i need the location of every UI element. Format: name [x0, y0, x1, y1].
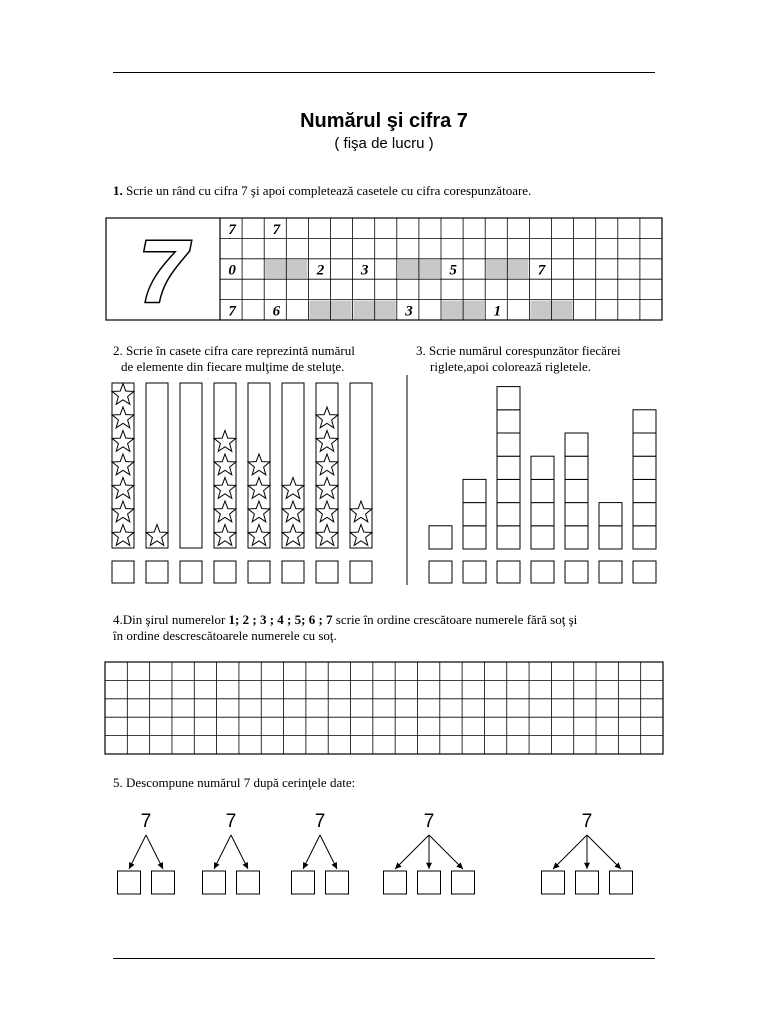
ex5-answer-box[interactable]	[292, 871, 315, 894]
star-icon	[112, 478, 134, 499]
star-icon	[316, 525, 338, 546]
ex1-grid-digit: 7	[272, 221, 281, 238]
ex1-grid-digit: 0	[228, 262, 236, 279]
ex1-grid-digit: 6	[272, 303, 281, 320]
star-icon	[112, 454, 134, 475]
ex1-big-digit: 7	[138, 222, 188, 321]
ex3-instruction-line1: 3. Scrie numărul corespunzător fiecărei	[416, 343, 621, 358]
ex3-bar-block	[429, 526, 452, 549]
ex3-answer-box[interactable]	[633, 561, 656, 583]
star-icon	[214, 501, 236, 522]
ex1-text: Scrie un rând cu cifra 7 şi apoi completează casetele cu cifra corespunzătoare.	[126, 183, 532, 198]
ex2-star-column	[180, 383, 202, 548]
ex5-tree-number: 7	[581, 811, 593, 832]
star-icon	[316, 501, 338, 522]
ex3-bar-block	[633, 456, 656, 479]
star-icon	[112, 525, 134, 546]
ex5-instruction: 5. Descompune numărul 7 după cerinţele date:	[113, 775, 356, 790]
ex5-answer-box[interactable]	[452, 871, 475, 894]
ex3-bar-block	[463, 503, 486, 526]
page-title: Numărul şi cifra 7	[300, 110, 468, 132]
arrow-head-icon	[584, 863, 590, 869]
star-icon	[112, 407, 134, 428]
ex5-answer-box[interactable]	[203, 871, 226, 894]
star-icon	[316, 407, 338, 428]
ex5-answer-box[interactable]	[576, 871, 599, 894]
ex5-answer-box[interactable]	[542, 871, 565, 894]
ex3-bar-block	[633, 410, 656, 433]
ex5-answer-box[interactable]	[152, 871, 175, 894]
ex3-bar-block	[531, 503, 554, 526]
ex3-bar-block	[565, 456, 588, 479]
ex3-answer-box[interactable]	[565, 561, 588, 583]
ex3-bar-block	[565, 526, 588, 549]
ex5-answer-box[interactable]	[418, 871, 441, 894]
ex3-bar-block	[599, 526, 622, 549]
ex3-bar-block	[497, 456, 520, 479]
ex4-sequence: 1; 2 ; 3 ; 4 ; 5; 6 ; 7	[228, 612, 333, 627]
ex3-answer-box[interactable]	[497, 561, 520, 583]
ex2-answer-box[interactable]	[112, 561, 134, 583]
star-icon	[248, 525, 270, 546]
ex3-answer-box[interactable]	[429, 561, 452, 583]
ex1-grid-digit: 7	[228, 221, 236, 238]
star-icon	[214, 478, 236, 499]
ex5-tree-number: 7	[225, 811, 237, 832]
ex3-bar-block	[633, 503, 656, 526]
ex3-instruction-line2: riglete,apoi colorează rigletele.	[430, 359, 591, 374]
ex3-bar-block	[633, 526, 656, 549]
ex2-answer-box[interactable]	[316, 561, 338, 583]
ex3-bar-block	[497, 387, 520, 410]
star-icon	[146, 525, 168, 546]
ex5-answer-box[interactable]	[118, 871, 141, 894]
ex3-bar-block	[565, 503, 588, 526]
ex3-bar-block	[497, 410, 520, 433]
ex2-instruction-line1: 2. Scrie în casete cifra care reprezintă numărul	[113, 343, 355, 358]
ex2-answer-box[interactable]	[214, 561, 236, 583]
ex3-bar-block	[565, 433, 588, 456]
ex1-grid-digit: 7	[537, 262, 546, 279]
star-icon	[316, 478, 338, 499]
star-icon	[248, 501, 270, 522]
star-icon	[248, 454, 270, 475]
ex1-number: 1.	[113, 183, 123, 198]
page-subtitle: ( fişa de lucru )	[334, 135, 434, 152]
ex3-bar-block	[531, 456, 554, 479]
ex1-grid-digit: 7	[228, 303, 236, 320]
ex3-answer-box[interactable]	[463, 561, 486, 583]
ex3-bar-block	[463, 526, 486, 549]
ex3-bar-block	[599, 503, 622, 526]
ex3-bar-block	[497, 479, 520, 502]
ex1-grid-digit: 3	[361, 262, 369, 279]
star-icon	[282, 525, 304, 546]
ex1-grid-digit: 3	[405, 303, 413, 320]
ex3-bar-block	[531, 526, 554, 549]
ex3-bar-block	[463, 479, 486, 502]
ex3-bar-block	[633, 479, 656, 502]
star-icon	[214, 454, 236, 475]
ex4-suffix: scrie în ordine crescătoare numerele fără soţ şi	[332, 612, 578, 627]
star-icon	[282, 501, 304, 522]
ex2-answer-box[interactable]	[180, 561, 202, 583]
ex3-bar-block	[633, 433, 656, 456]
ex5-answer-box[interactable]	[610, 871, 633, 894]
ex3-answer-box[interactable]	[599, 561, 622, 583]
star-icon	[214, 431, 236, 452]
arrow-head-icon	[426, 863, 432, 869]
star-icon	[316, 431, 338, 452]
ex2-answer-box[interactable]	[350, 561, 372, 583]
star-icon	[248, 478, 270, 499]
ex2-instruction-line2: de elemente din fiecare mulţime de steluţe.	[121, 359, 345, 374]
ex3-bar-block	[497, 433, 520, 456]
ex5-arrow-line	[395, 835, 429, 869]
ex2-answer-box[interactable]	[146, 561, 168, 583]
ex2-answer-box[interactable]	[282, 561, 304, 583]
star-icon	[112, 384, 134, 405]
ex2-answer-box[interactable]	[248, 561, 270, 583]
ex5-tree-number: 7	[314, 811, 326, 832]
ex5-answer-box[interactable]	[384, 871, 407, 894]
ex5-answer-box[interactable]	[326, 871, 349, 894]
ex3-bar-block	[497, 503, 520, 526]
ex5-arrow-line	[553, 835, 587, 869]
ex5-tree-number: 7	[423, 811, 435, 832]
star-icon	[112, 501, 134, 522]
ex3-answer-box[interactable]	[531, 561, 554, 583]
ex1-grid-digit: 5	[449, 262, 457, 279]
ex3-bar-block	[497, 526, 520, 549]
ex1-grid-digit: 1	[493, 303, 502, 320]
ex5-answer-box[interactable]	[237, 871, 260, 894]
ex1-grid-digit: 2	[316, 262, 325, 279]
ex3-bar-block	[565, 479, 588, 502]
star-icon	[350, 501, 372, 522]
ex3-bar-block	[531, 479, 554, 502]
ex4-prefix: 4.Din şirul numerelor	[113, 612, 229, 627]
star-icon	[316, 454, 338, 475]
star-icon	[112, 431, 134, 452]
star-icon	[214, 525, 236, 546]
star-icon	[282, 478, 304, 499]
ex5-tree-number: 7	[140, 811, 152, 832]
ex4-grid-frame	[105, 662, 663, 754]
ex5-arrow-line	[429, 835, 463, 869]
ex5-arrow-line	[587, 835, 621, 869]
star-icon	[350, 525, 372, 546]
ex4-instruction-line2: în ordine descrescătoarele numerele cu soţ.	[113, 628, 337, 643]
